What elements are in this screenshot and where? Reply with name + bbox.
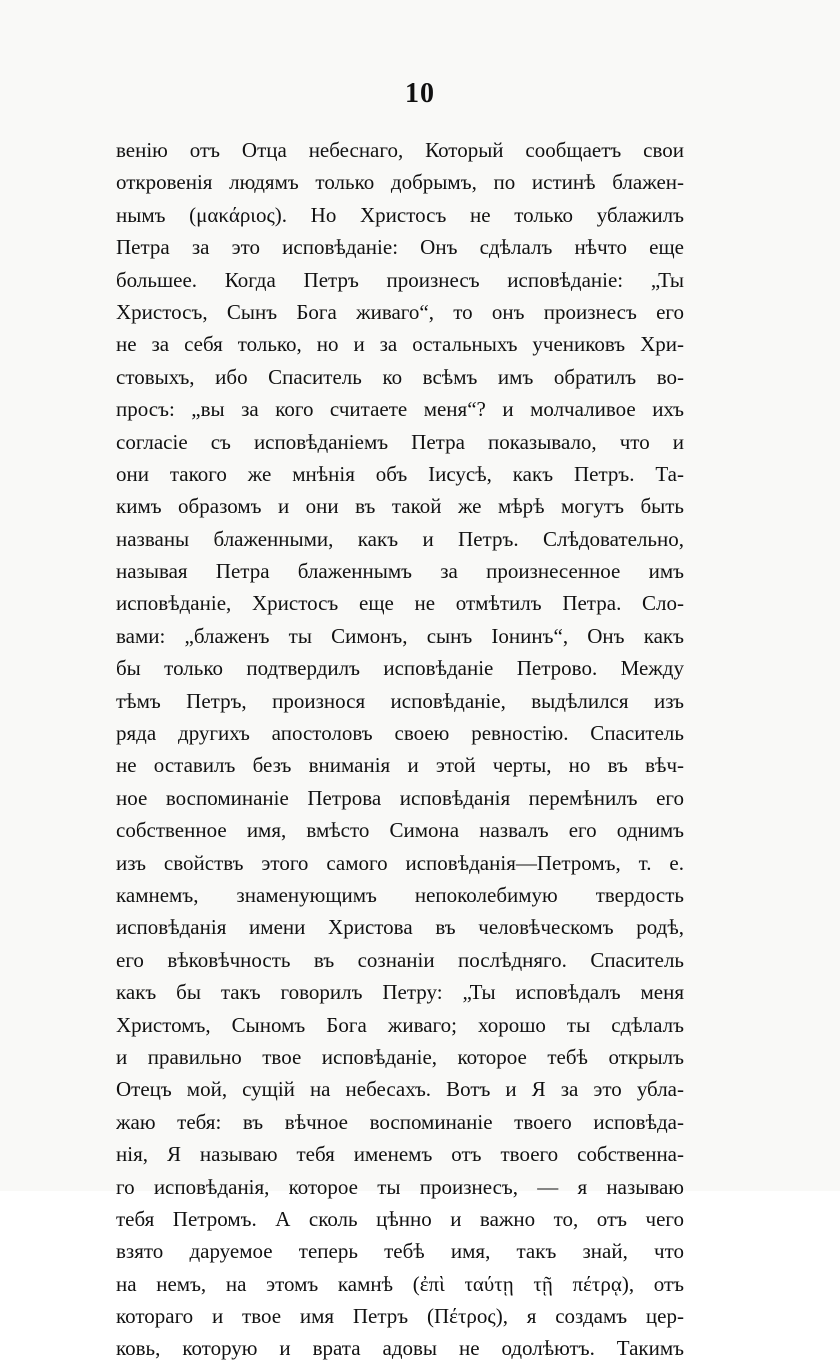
text-line: какъ бы такъ говорилъ Петру: „Ты исповѣдалъ меня xyxy=(116,980,684,1005)
text-line: не за себя только, но и за остальныхъ учениковъ Хри- xyxy=(116,332,684,357)
text-line: Христосъ, Сынъ Бога живаго“, то онъ произнесъ его xyxy=(116,299,684,324)
text-line: тебя Петромъ. А сколь цѣнно и важно то, отъ чего xyxy=(116,1206,684,1231)
text-line: взято даруемое теперь тебѣ имя, такъ знай, что xyxy=(116,1239,684,1264)
text-line: на немъ, на этомъ камнѣ (ἐπὶ ταύτῃ τῇ πέτρᾳ), отъ xyxy=(116,1271,684,1296)
text-line: изъ свойствъ этого самого исповѣданія—Петромъ, т. е. xyxy=(116,850,684,875)
text-line: названы блаженными, какъ и Петръ. Слѣдовательно, xyxy=(116,526,684,551)
page-number: 10 xyxy=(405,78,435,109)
body-text xyxy=(116,134,684,1365)
text-line: нія, Я называю тебя именемъ отъ твоего собственна- xyxy=(116,1142,684,1167)
text-line: котораго и твое имя Петръ (Πέτρος), я создамъ цер- xyxy=(116,1304,684,1329)
text-line: Христомъ, Сыномъ Бога живаго; хорошо ты сдѣлалъ xyxy=(116,1012,684,1037)
text-line: ряда другихъ апостоловъ своею ревностію. Спаситель xyxy=(116,721,684,746)
text-line: Отецъ мой, сущій на небесахъ. Вотъ и Я за это убла- xyxy=(116,1077,684,1102)
text-line: исповѣданія имени Христова въ человѣческомъ родѣ, xyxy=(116,915,684,940)
text-line: они такого же мнѣнія объ Іисусѣ, какъ Петръ. Та- xyxy=(116,461,684,486)
text-line: ное воспоминаніе Петрова исповѣданія перемѣнилъ его xyxy=(116,785,684,810)
text-line: бы только подтвердилъ исповѣданіе Петрово. Между xyxy=(116,656,684,681)
text-line: ковь, которую и врата адовы не одолѣютъ. Такимъ xyxy=(116,1336,684,1361)
text-line: не оставилъ безъ вниманія и этой черты, но въ вѣч- xyxy=(116,753,684,778)
text-line: просъ: „вы за кого считаете меня“? и молчаливое ихъ xyxy=(116,397,684,422)
text-line: откровенія людямъ только добрымъ, по истинѣ блажен- xyxy=(116,170,684,195)
text-line: венію отъ Отца небеснаго, Который сообщаетъ свои xyxy=(116,138,684,162)
text-line: стовыхъ, ибо Спаситель ко всѣмъ имъ обратилъ во- xyxy=(116,364,684,389)
text-line: камнемъ, знаменующимъ непоколебимую твердость xyxy=(116,882,684,907)
text-line: Петра за это исповѣданіе: Онъ сдѣлалъ нѣчто еще xyxy=(116,235,684,260)
text-line: го исповѣданія, которое ты произнесъ, — я называю xyxy=(116,1174,684,1199)
text-line: вами: „блаженъ ты Симонъ, сынъ Іонинъ“, Онъ какъ xyxy=(116,623,684,648)
text-line: тѣмъ Петръ, произнося исповѣданіе, выдѣлился изъ xyxy=(116,688,684,713)
text-line: его вѣковѣчность въ сознаніи послѣдняго. Спаситель xyxy=(116,947,684,972)
text-line: исповѣданіе, Христосъ еще не отмѣтилъ Петра. Сло- xyxy=(116,591,684,616)
text-line: называя Петра блаженнымъ за произнесенное имъ xyxy=(116,559,684,584)
text-line: и правильно твое исповѣданіе, которое тебѣ открылъ xyxy=(116,1044,684,1069)
text-line: собственное имя, вмѣсто Симона назвалъ его однимъ xyxy=(116,818,684,843)
text-line: жаю тебя: въ вѣчное воспоминаніе твоего исповѣда- xyxy=(116,1109,684,1134)
text-line: большее. Когда Петръ произнесъ исповѣданіе: „Ты xyxy=(116,267,684,292)
text-line: согласіе съ исповѣданіемъ Петра показывало, что и xyxy=(116,429,684,454)
text-line: кимъ образомъ и они въ такой же мѣрѣ могутъ быть xyxy=(116,494,684,519)
text-line: нымъ (μακάριος). Но Христосъ не только ублажилъ xyxy=(116,202,684,227)
